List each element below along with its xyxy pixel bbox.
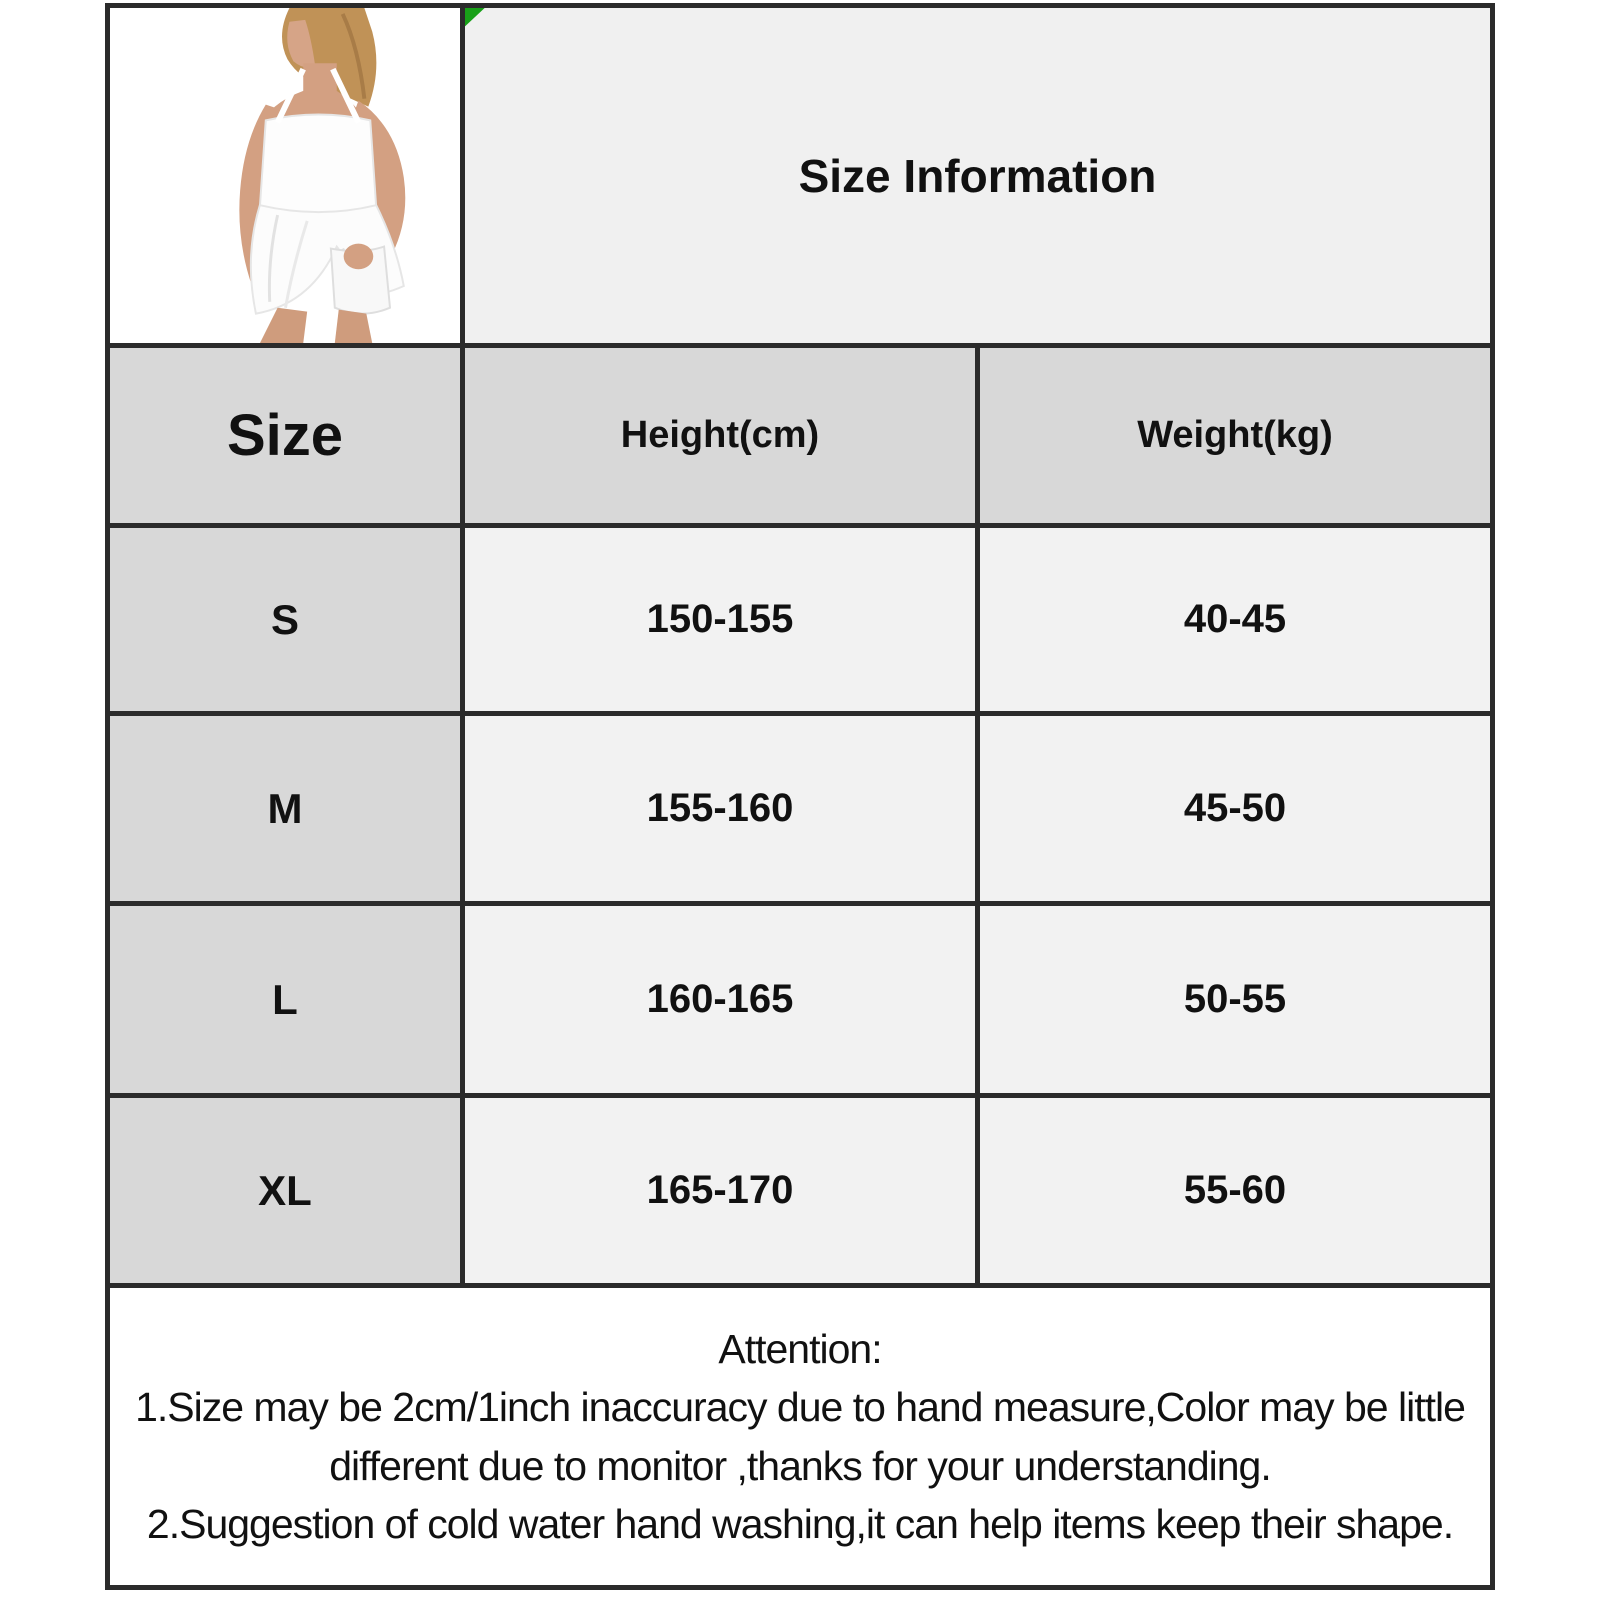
- weight-value-xl: 55-60: [978, 1096, 1493, 1286]
- attention-heading: Attention:: [718, 1326, 882, 1373]
- height-value-m: 155-160: [463, 714, 978, 904]
- height-value-s: 150-155: [463, 526, 978, 714]
- size-information-title-cell: [463, 6, 1493, 346]
- table-row: [108, 526, 1493, 714]
- attention-cell: [108, 1286, 1493, 1588]
- table-row: [108, 1096, 1493, 1286]
- dress-bodice: [260, 114, 376, 214]
- size-information-sheet: [105, 3, 1490, 1590]
- size-table: [105, 3, 1495, 1590]
- column-header-weight: Weight(kg): [978, 346, 1493, 526]
- attention-note-2: 2.Suggestion of cold water hand washing,it can help items keep their shape.: [146, 1500, 1454, 1547]
- table-row: [108, 714, 1493, 904]
- weight-value-m: 45-50: [978, 714, 1493, 904]
- height-value-l: 160-165: [463, 904, 978, 1096]
- weight-value-l: 50-55: [978, 904, 1493, 1096]
- size-label-xl: XL: [108, 1096, 463, 1286]
- page-title: Size Information: [798, 149, 1157, 202]
- size-label-m: M: [108, 714, 463, 904]
- table-row: [108, 904, 1493, 1096]
- size-label-s: S: [108, 526, 463, 714]
- product-photo: [110, 8, 460, 343]
- weight-value-s: 40-45: [978, 526, 1493, 714]
- size-label-l: L: [108, 904, 463, 1096]
- height-value-xl: 165-170: [463, 1096, 978, 1286]
- attention-note-1: 1.Size may be 2cm/1inch inaccuracy due to hand measure,Color may be little different due to monitor ,thanks for your understanding.: [135, 1384, 1465, 1489]
- column-header-height: Height(cm): [463, 346, 978, 526]
- column-header-size: Size: [108, 346, 463, 526]
- hand-shape: [344, 244, 374, 270]
- green-corner-marker-icon: [463, 6, 491, 32]
- product-photo-cell: [108, 6, 463, 346]
